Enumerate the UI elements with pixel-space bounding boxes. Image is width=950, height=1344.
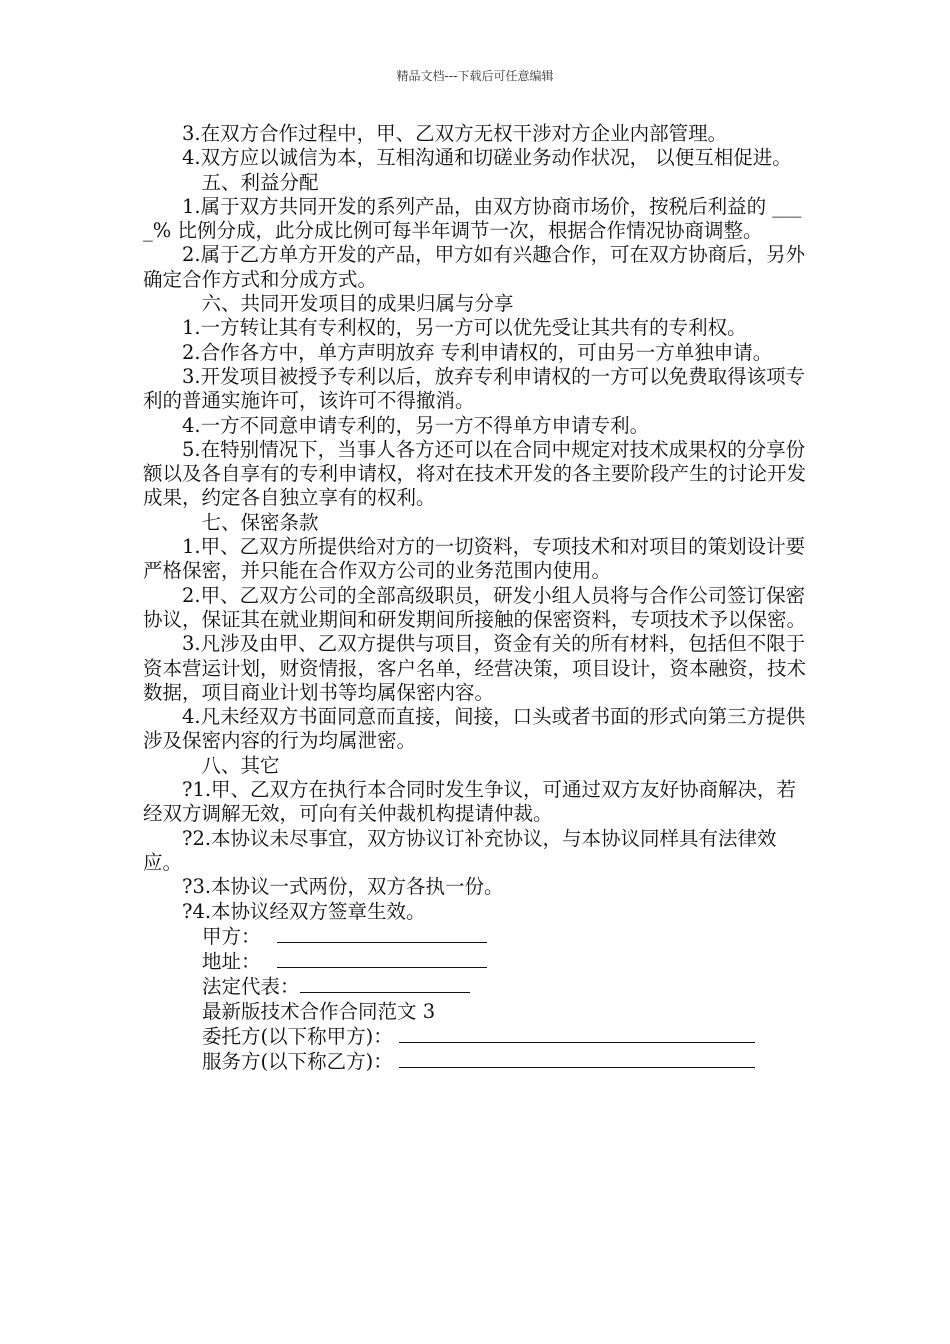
address-label: 地址：: [202, 950, 261, 974]
paragraph: ?4.本协议经双方签章生效。: [182, 899, 426, 923]
client-line: [143, 1024, 815, 1049]
paragraph: 5.在特别情况下，当事人各方还可以在合同中规定对技术成果权的分享份额以及各自享有的专利申请权，将对在技术开发的各主要阶段产生的讨论开发成果，约定各自独立享有的权利。: [143, 437, 807, 510]
paragraph: 1.甲、乙双方所提供给对方的一切资料，专项技术和对项目的策划设计要严格保密，并只能在合作双方公司的业务范围内使用。: [143, 535, 806, 583]
section-heading: 六、共同开发项目的成果归属与分享: [201, 292, 514, 316]
section-heading: 七、保密条款: [201, 510, 319, 534]
next-contract-title: 最新版技术合作合同范文 3: [202, 999, 436, 1023]
paragraph: 1.一方转让其有专利权的，另一方可以优先受让其共有的专利权。: [182, 316, 747, 340]
address-blank[interactable]: [277, 949, 487, 968]
legal-rep-label: 法定代表：: [202, 975, 300, 999]
provider-label: 服务方(以下称乙方)：: [202, 1050, 393, 1074]
paragraph: 4.一方不同意申请专利的，另一方不得单方申请专利。: [182, 413, 650, 437]
paragraph: 4.双方应以诚信为本，互相沟通和切磋业务动作状况， 以便互相促进。: [182, 146, 792, 170]
paragraph: ?2.本协议未尽事宜，双方协议订补充协议，与本协议同样具有法律效应。: [143, 826, 777, 874]
section-heading: 五、利益分配: [201, 170, 319, 194]
paragraph: 3.开发项目被授予专利以后，放弃专利申请权的一方可以免费取得该项专利的普通实施许可，该许可不得撤消。: [143, 364, 806, 413]
paragraph: 4.凡未经双方书面同意而直接，间接，口头或者书面的形式向第三方提供涉及保密内容的行为均属泄密。: [143, 705, 806, 753]
party-a-blank[interactable]: [277, 924, 487, 943]
party-a-label: 甲方：: [202, 924, 261, 948]
page-header: 精品文档---下载后可任意编辑: [396, 69, 554, 83]
legal-rep-line: [143, 974, 815, 999]
paragraph: 2.甲、乙双方公司的全部高级职员，研发小组人员将与合作公司签订保密协议，保证其在就业期间和研发期间所接触的保密资料，专项技术予以保密。: [143, 583, 807, 631]
paragraph: 2.属于乙方单方开发的产品，甲方如有兴趣合作，可在双方协商后，另外确定合作方式和分成方式。: [143, 243, 806, 291]
paragraph: ?1.甲、乙双方在执行本合同时发生争议，可通过双方友好协商解决，若经双方调解无效，可向有关仲裁机构提请仲裁。: [143, 778, 797, 826]
client-label: 委托方(以下称甲方)：: [202, 1024, 393, 1048]
paragraph: 3.在双方合作过程中，甲、乙双方无权干涉对方企业内部管理。: [182, 122, 728, 145]
address-line: [143, 949, 815, 974]
paragraph: 2.合作各方中，单方声明放弃 专利申请权的，可由另一方单独申请。: [182, 340, 773, 364]
paragraph: ?3.本协议一式两份，双方各执一份。: [182, 875, 504, 899]
legal-rep-blank[interactable]: [300, 974, 470, 993]
provider-line: [143, 1049, 815, 1074]
client-blank[interactable]: [399, 1024, 755, 1043]
section-heading: 八、其它: [201, 753, 280, 777]
provider-blank[interactable]: [399, 1049, 755, 1068]
paragraph: 1.属于双方共同开发的系列产品，由双方协商市场价，按税后利益的 ____% 比例分成，此分成比例可每半年调节一次，根据合作情况协商调整。: [143, 194, 802, 243]
document-body: [143, 122, 815, 1075]
paragraph: 3.凡涉及由甲、乙双方提供与项目，资金有关的所有材料，包括但不限于资本营运计划，财资情报，客户名单，经营决策，项目设计，资本融资，技术数据，项目商业计划书等均属保密内容。: [143, 632, 807, 704]
party-a-line: [143, 924, 815, 949]
